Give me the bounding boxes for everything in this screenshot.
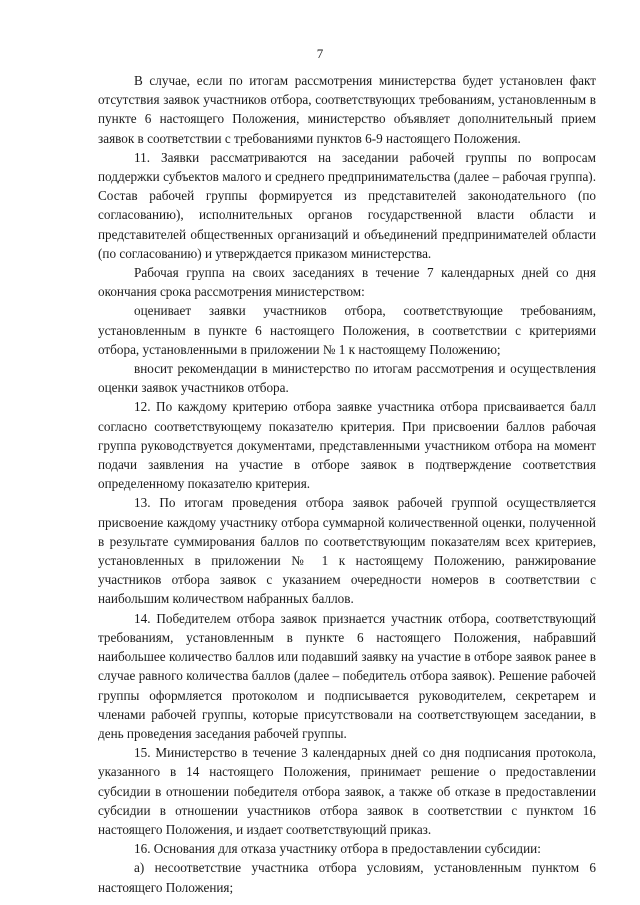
paragraph-recommendations: вносит рекомендации в министерство по итогам рассмотрения и осуществления оценки заявок участников отбора. bbox=[98, 361, 596, 396]
page-number: 7 bbox=[316, 46, 324, 61]
paragraph-evaluates: оценивает заявки участников отбора, соответствующие требованиям, установленным в пункте 6 настоящего Положения, в соответствии с критериями отбора, установленными в приложении № 1 к настоящему Положению; bbox=[98, 303, 596, 357]
paragraph-14: 14. Победителем отбора заявок признается участник отбора, соответствующий требованиям, установленным в пункте 6 настоящего Положения, набравший наибольшее количество баллов или подавший заявку на участие в отборе заявок ранее в случае равного количества баллов (далее – победитель отбора заявок). Решение рабочей группы оформляется протоколом и подписывается руководителем, секретарем и членами рабочей группы, которые присутствовали на соответствующем заседании, в день проведения заседания рабочей группы. bbox=[98, 610, 596, 741]
paragraph-working-group: Рабочая группа на своих заседаниях в течение 7 календарных дней со дня окончания срока рассмотрения министерством: bbox=[98, 265, 596, 300]
paragraph-16-a: а) несоответствие участника отбора условиям, установленным пунктом 6 настоящего Положения; bbox=[98, 860, 596, 895]
paragraph-15: 15. Министерство в течение 3 календарных дней со дня подписания протокола, указанного в 14 настоящего Положения, принимает решение о предоставлении субсидии в отношении победителя отбора заявок, а также об отказе в предоставлении субсидии в отношении участников отбора заявок в соответствии с пунктом 16 настоящего Положения, и издает соответствующий приказ. bbox=[98, 745, 596, 837]
document-body bbox=[98, 71, 596, 897]
paragraph-16: 16. Основания для отказа участнику отбора в предоставлении субсидии: bbox=[134, 841, 541, 857]
paragraph-12: 12. По каждому критерию отбора заявке участника отбора присваивается балл согласно соответствующему показателю критерия. При присвоении баллов рабочая группа руководствуется документами, представленными участником отбора на момент подачи заявления на участие в отборе заявок в подтверждение соответствия определенному показателю критерия. bbox=[98, 399, 596, 492]
paragraph-13: 13. По итогам проведения отбора заявок рабочей группой осуществляется присвоение каждому участнику отбора суммарной количественной оценки, полученной в результате суммирования баллов по соответствующим показателям всех критериев, установленных в приложении № 1 к настоящему Положению, ранжирование участников отбора заявок с указанием очередности номеров в соответствии с наибольшим количеством набранных баллов. bbox=[98, 495, 596, 607]
paragraph-no-applications: В случае, если по итогам рассмотрения министерства будет установлен факт отсутствия заявок участников отбора, соответствующих требованиям, установленным в пункте 6 настоящего Положения, министерство объявляет дополнительный прием заявок в соответствии с требованиями пунктов 6-9 настоящего Положения. bbox=[98, 73, 596, 146]
paragraph-11: 11. Заявки рассматриваются на заседании рабочей группы по вопросам поддержки субъектов малого и среднего предпринимательства (далее – рабочая группа). Состав рабочей группы формируется из представителей законодательного (по согласованию), исполнительных органов государственной власти области и представителей общественных организаций и объединений предпринимателей области (по согласованию) и утверждается приказом министерства. bbox=[98, 149, 596, 261]
